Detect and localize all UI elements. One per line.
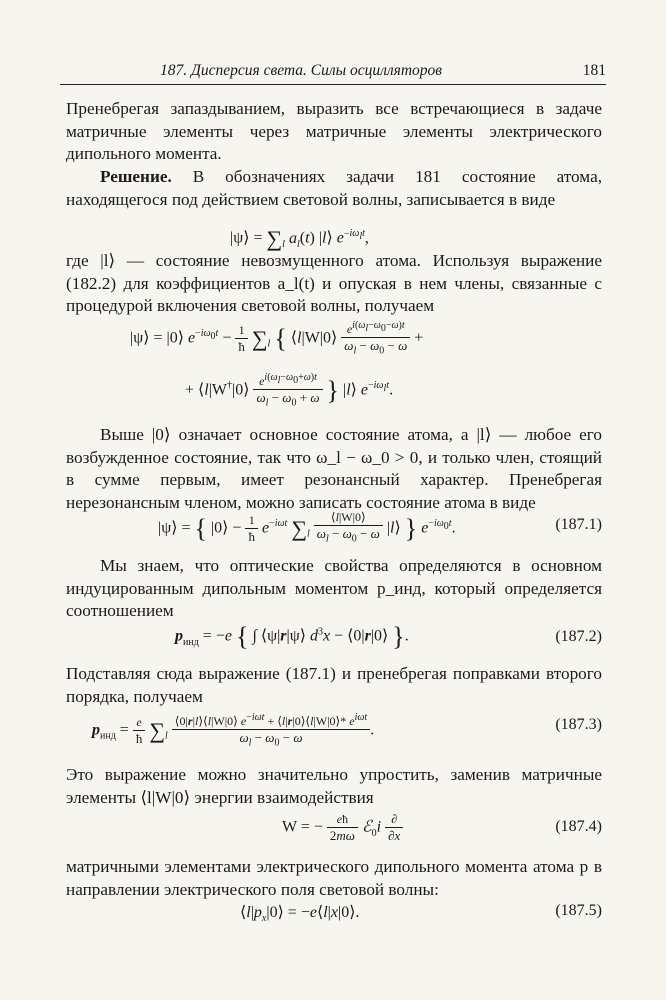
equation-number-187-4: (187.4): [555, 818, 602, 835]
paragraph-coefficients: где |l⟩ — состояние невозмущенного атома. Используя выражение (182.2) для коэффициентов a_l(t) и опуская в нем члены, связанные с процедурой включения световой волны, получаем: [66, 251, 602, 315]
equation-187-3: $p_{инд}$ = $\frac{e}{ħ}$ $\sum_l$ $\frac{⟨0|r|l⟩⟨l|W|0⟩ e^{-i\omega t} + ⟨l|r|0⟩⟨l|W|0⟩* e^{i\omega t}}{\omega_l - \omega_0 - \omega}$ .: [92, 712, 375, 749]
paragraph-substitution: Подставляя сюда выражение (187.1) и пренебрегая поправками второго порядка, получаем: [66, 664, 602, 706]
equation-state-expansion: |ψ⟩ = $\sum_l$ $a_l(t)$ |l⟩ $e^{-i\omega_lt}$,: [230, 226, 369, 251]
paragraph-resonance: Выше |0⟩ означает основное состояние атома, а |l⟩ — любое его возбужденное состояние, так что ω_l − ω_0 > 0, и только член, стоящий в сумме первым, имеет резонансный характер. Пренебрегая нерезонансным членом, можно записать состояние атома в виде: [66, 425, 602, 512]
equation-187-4: W = − $\frac{eħ}{2m\omega}$ ℰ$_0$i $\frac{\partial}{\partial x}$: [282, 812, 403, 844]
paragraph-matrix-elements: матричными элементами электрического дипольного момента атома p в направлении электрического поля световой волны:: [66, 857, 602, 899]
equation-state-full-line2: + ⟨l|W†|0⟩ $\frac{e^{i(\omega_l-\omega_0+\omega)t}}{\omega_l - \omega_0 + \omega}$ } |l⟩ $e^{-i\omega_lt}$.: [185, 372, 394, 409]
solution-text: В обозначениях задачи 181 состояние атома, находящегося под действием световой волны, записывается в виде: [66, 167, 602, 209]
solution-label: Решение.: [100, 167, 172, 186]
equation-number-187-5: (187.5): [555, 902, 602, 919]
page-header: [60, 62, 606, 84]
paragraph-simplify: Это выражение можно значительно упростить, заменив матричные элементы ⟨l|W|0⟩ энергии взаимодействия: [66, 765, 602, 807]
equation-187-2: $p_{инд} = -e$ { ∫ ⟨ψ|r|ψ⟩ $d^3x$ − ⟨0|r|0⟩ }.: [175, 622, 409, 651]
header-rule: [60, 84, 606, 85]
paragraph-intro: Пренебрегая запаздыванием, выразить все встречающиеся в задаче матричные элементы через матричные элементы электрического дипольного момента.: [66, 99, 602, 163]
paragraph-solution: [66, 166, 602, 211]
equation-number-187-2: (187.2): [555, 628, 602, 645]
paragraph-dipole: Мы знаем, что оптические свойства определяются в основном индуцированным дипольным моментом p_инд, который определяется соотношением: [66, 556, 602, 620]
equation-187-1: |ψ⟩ = { |0⟩ − $\frac{1}{ħ}$ $e^{-i\omega t}$ $\sum_l$ $\frac{⟨l|W|0⟩}{\omega_l - \omega_0 - \omega}$ |l⟩ } $e^{-i\omega_0t}$.: [158, 510, 456, 545]
equation-number-187-1: (187.1): [555, 516, 602, 533]
running-title: 187. Дисперсия света. Силы осцилляторов: [160, 62, 442, 79]
page-number: 181: [582, 62, 606, 79]
equation-number-187-3: (187.3): [555, 716, 602, 733]
equation-187-5: $⟨l|p_x|0⟩$ = −e⟨l|x|0⟩.: [240, 904, 360, 925]
equation-state-full-line1: |ψ⟩ = |0⟩ $e^{-i\omega_0t}$ − $\frac{1}{ħ}$ $\sum_l$ { ⟨l|W|0⟩ $\frac{e^{i(\omega_l-\omega_0-\omega)t}}{\omega_l - \omega_0 - \omega}$ +: [130, 320, 424, 357]
